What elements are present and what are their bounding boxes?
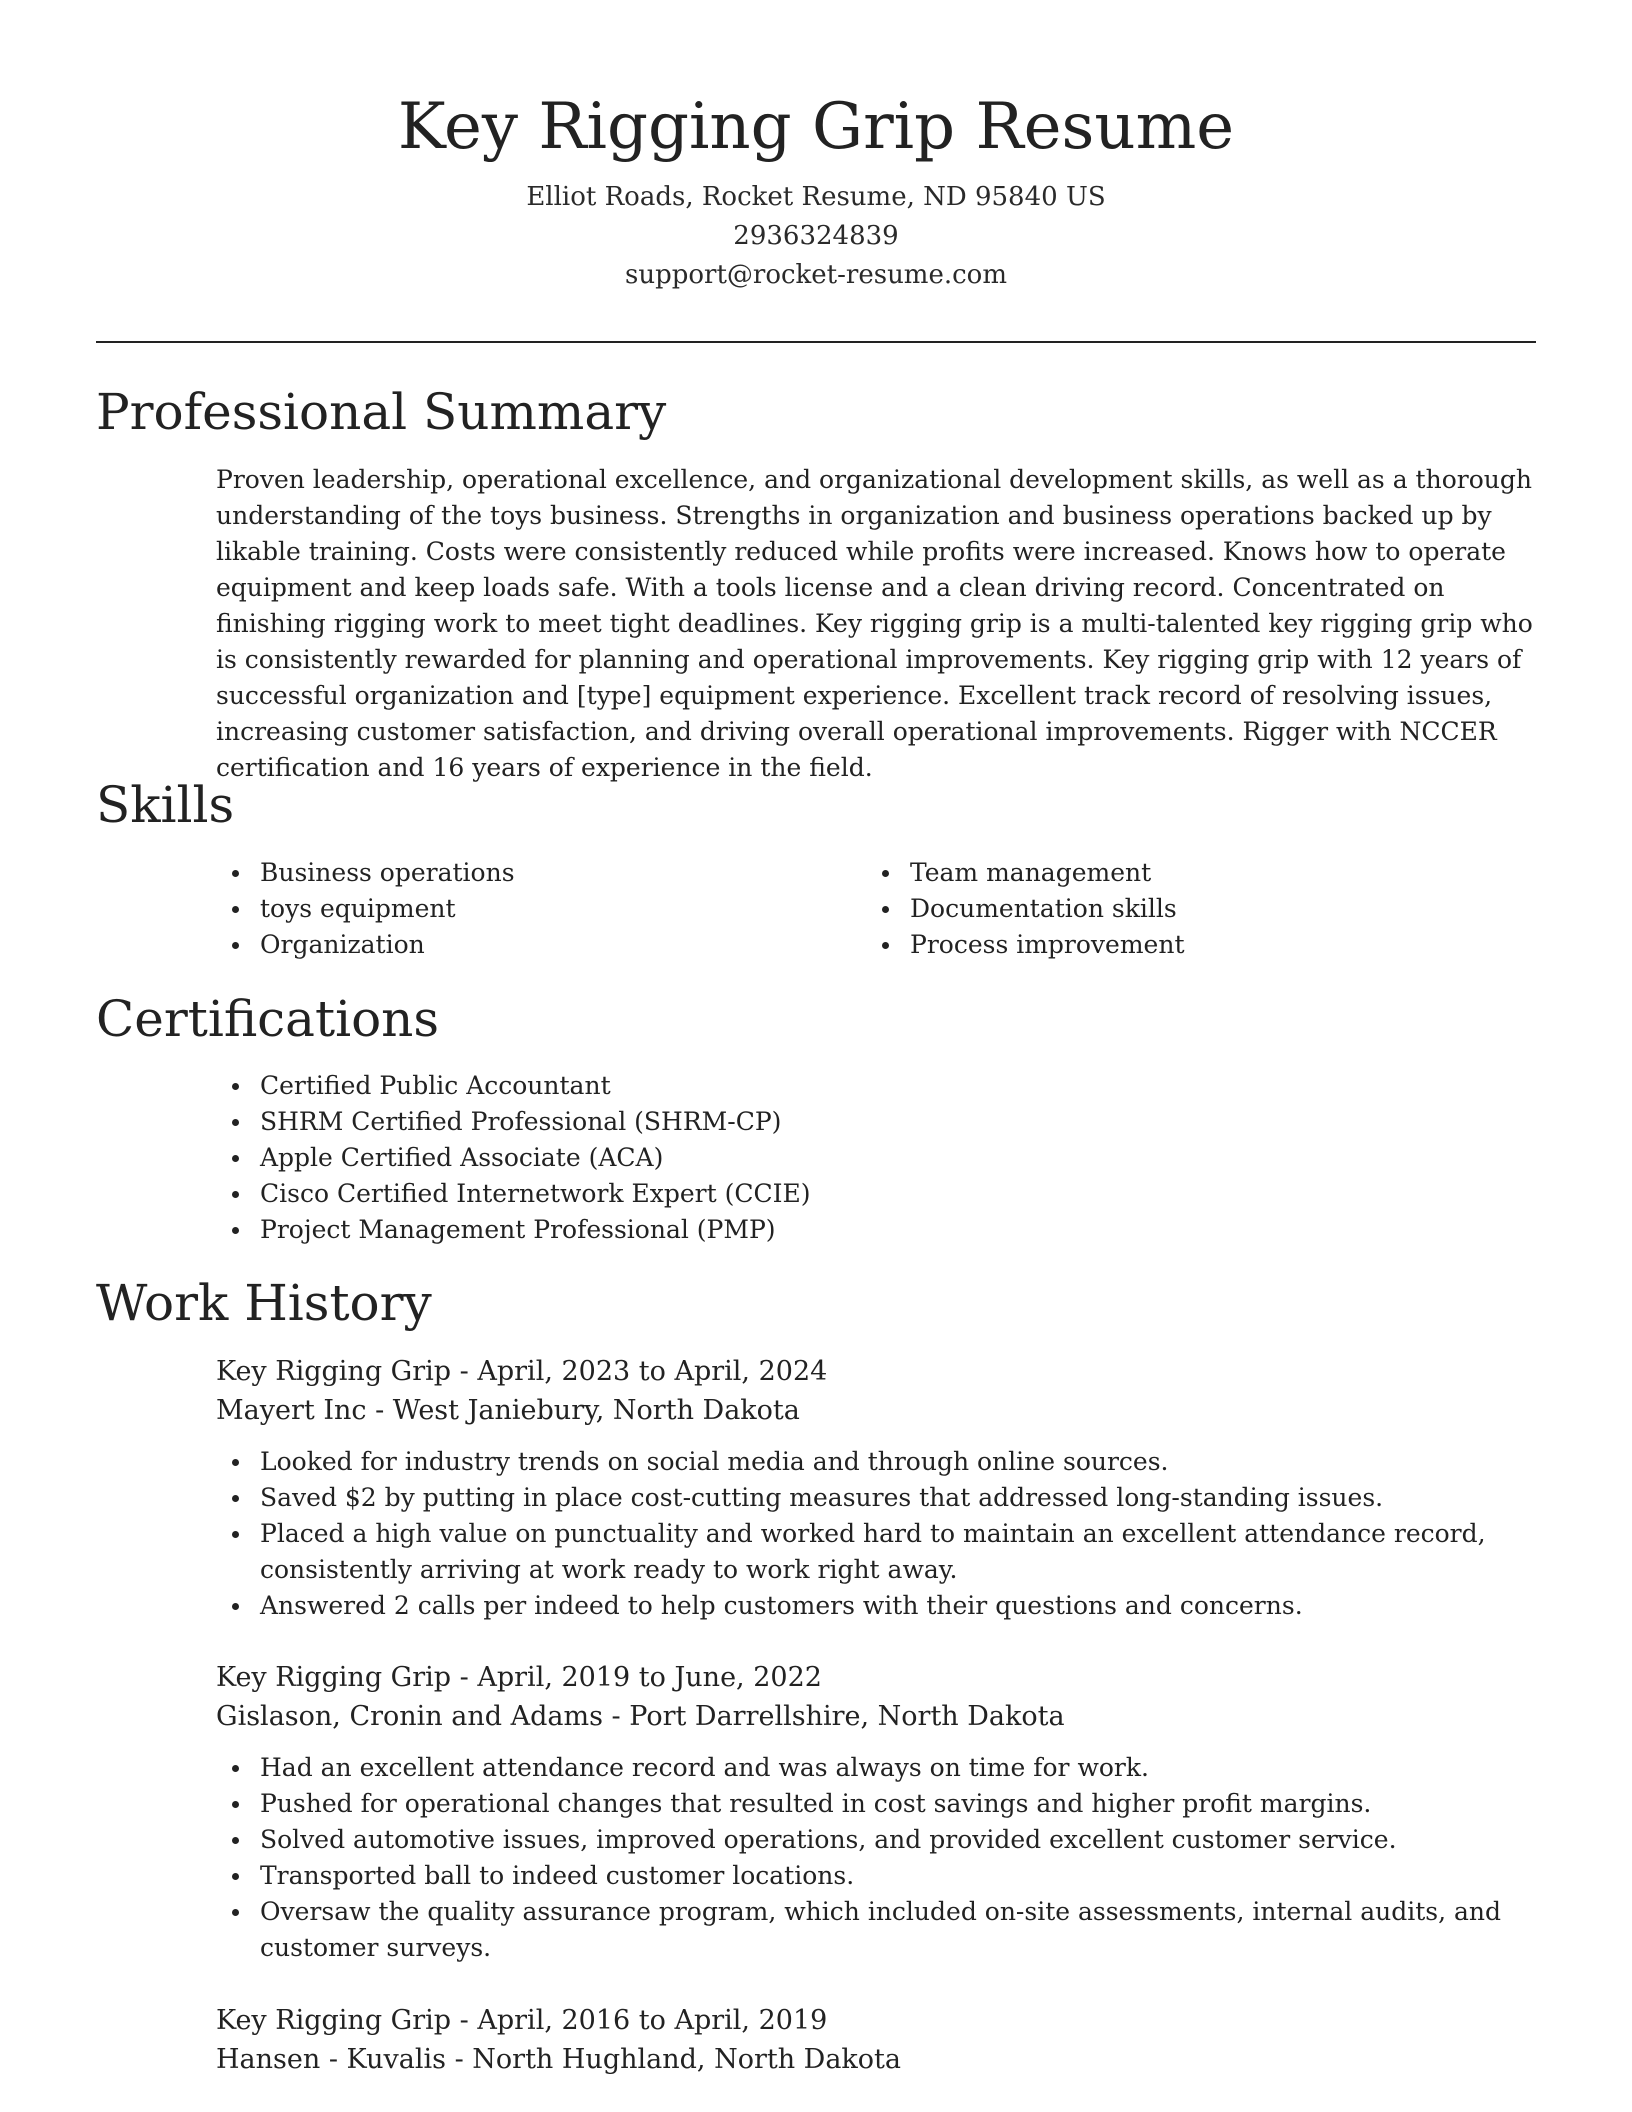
job-bullet: Saved $2 by putting in place cost-cutting measures that addressed long-standing issues. [216,1480,1536,1516]
certification-item: Cisco Certified Internetwork Expert (CCIE) [216,1176,1536,1212]
certification-item: Project Management Professional (PMP) [216,1212,1536,1248]
job-bullet: Placed a high value on punctuality and worked hard to maintain an excellent attendance record, consistently arriving at work ready to work right away. [216,1516,1536,1588]
contact-email: support@rocket-resume.com [624,260,1007,290]
job-entry [216,2001,1536,2079]
skills-list-left [216,855,856,963]
skill-item: toys equipment [216,891,856,927]
job-entry [216,1658,1536,1966]
job-bullets [216,1444,1536,1624]
job-entry [216,1352,1536,1624]
job-bullet: Pushed for operational changes that resulted in cost savings and higher profit margins. [216,1786,1536,1822]
resume-title: Key Rigging Grip Resume [397,90,1235,164]
job-company-line: Mayert Inc - West Janiebury, North Dakota [216,1395,800,1426]
contact-block [96,178,1536,295]
certification-item: Certified Public Accountant [216,1068,1536,1104]
skill-item: Business operations [216,855,856,891]
skills-list-right [866,855,1506,963]
summary-text: Proven leadership, operational excellence, and organizational development skills, as well as a thorough understanding of the toys business. Strengths in organization and business operations backed up by likable training. Costs were consistently reduced while profits were increased. Knows how to operate equipment and keep loads safe. With a tools license and a clean driving record. Concentrated on finishing rigging work to meet tight deadlines. Key rigging grip is a multi-talented key rigging grip who is consistently rewarded for planning and operational improvements. Key rigging grip with 12 years of successful organization and [type] equipment experience. Excellent track record of resolving issues, increasing customer satisfaction, and driving overall operational improvements. Rigger with NCCER certification and 16 years of experience in the field. [216,465,1533,782]
skill-item: Process improvement [866,927,1506,963]
job-title-line: Key Rigging Grip - April, 2016 to April, 2019 [216,2005,828,2036]
section-title-work-history: Work History [96,1274,432,1332]
skill-item: Team management [866,855,1506,891]
certification-item: Apple Certified Associate (ACA) [216,1140,1536,1176]
skill-item: Documentation skills [866,891,1506,927]
job-company-line: Gislason, Cronin and Adams - Port Darrellshire, North Dakota [216,1701,1065,1732]
job-bullet: Answered 2 calls per indeed to help customers with their questions and concerns. [216,1588,1536,1624]
contact-address: Elliot Roads, Rocket Resume, ND 95840 US [526,182,1106,212]
certification-item: SHRM Certified Professional (SHRM-CP) [216,1104,1536,1140]
job-bullet: Looked for industry trends on social media and through online sources. [216,1444,1536,1480]
resume-header [96,82,1536,295]
section-title-summary: Professional Summary [96,383,667,441]
header-divider [96,341,1536,343]
job-bullet: Had an excellent attendance record and was always on time for work. [216,1750,1536,1786]
job-company-line: Hansen - Kuvalis - North Hughland, North Dakota [216,2044,901,2075]
job-bullet: Transported ball to indeed customer locations. [216,1858,1536,1894]
job-bullet: Oversaw the quality assurance program, which included on-site assessments, internal audits, and customer surveys. [216,1894,1536,1966]
section-title-skills: Skills [96,776,235,834]
contact-phone: 2936324839 [733,221,899,251]
job-title-line: Key Rigging Grip - April, 2019 to June, 2022 [216,1662,822,1693]
job-bullet: Solved automotive issues, improved operations, and provided excellent customer service. [216,1822,1536,1858]
section-title-certifications: Certifications [96,990,440,1048]
job-title-line: Key Rigging Grip - April, 2023 to April, 2024 [216,1356,828,1387]
skill-item: Organization [216,927,856,963]
job-bullets [216,1750,1536,1966]
certifications-list [216,1068,1536,1248]
